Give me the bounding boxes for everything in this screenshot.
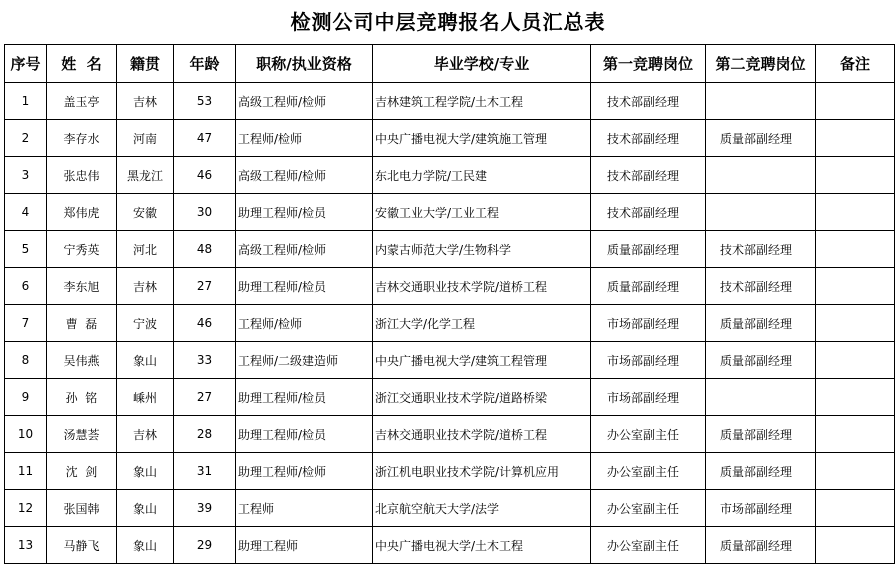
cell-notes [816, 157, 895, 194]
cell-notes [816, 194, 895, 231]
cell-first-choice: 市场部副经理 [591, 342, 706, 379]
cell-age: 46 [174, 157, 236, 194]
cell-second-choice: 质量部副经理 [706, 342, 816, 379]
cell-title: 助理工程师/检员 [236, 194, 373, 231]
cell-title: 工程师 [236, 490, 373, 527]
table-row [5, 194, 895, 231]
cell-notes [816, 268, 895, 305]
cell-origin: 宁波 [117, 305, 174, 342]
cell-origin: 象山 [117, 342, 174, 379]
cell-second-choice: 质量部副经理 [706, 453, 816, 490]
table-row [5, 453, 895, 490]
cell-second-choice: 质量部副经理 [706, 120, 816, 157]
cell-index: 11 [5, 453, 47, 490]
cell-title: 助理工程师/检员 [236, 416, 373, 453]
table-row [5, 268, 895, 305]
table-row [5, 490, 895, 527]
cell-first-choice: 办公室副主任 [591, 416, 706, 453]
cell-index: 3 [5, 157, 47, 194]
cell-notes [816, 305, 895, 342]
cell-school: 安徽工业大学/工业工程 [373, 194, 591, 231]
cell-notes [816, 527, 895, 564]
cell-notes [816, 342, 895, 379]
cell-name: 张忠伟 [47, 157, 117, 194]
cell-name: 宁秀英 [47, 231, 117, 268]
cell-title: 助理工程师/检师 [236, 453, 373, 490]
cell-first-choice: 技术部副经理 [591, 83, 706, 120]
cell-origin: 吉林 [117, 83, 174, 120]
cell-index: 13 [5, 527, 47, 564]
cell-origin: 象山 [117, 490, 174, 527]
cell-school: 内蒙古师范大学/生物科学 [373, 231, 591, 268]
cell-school: 中央广播电视大学/土木工程 [373, 527, 591, 564]
cell-title: 助理工程师/检员 [236, 268, 373, 305]
header-origin: 籍贯 [117, 45, 174, 83]
page-title: 检测公司中层竞聘报名人员汇总表 [290, 10, 606, 34]
cell-first-choice: 办公室副主任 [591, 453, 706, 490]
cell-origin: 象山 [117, 453, 174, 490]
table-row [5, 120, 895, 157]
cell-index: 12 [5, 490, 47, 527]
header-first-choice: 第一竞聘岗位 [591, 45, 706, 83]
table-row [5, 83, 895, 120]
cell-school: 东北电力学院/工民建 [373, 157, 591, 194]
cell-title: 工程师/二级建造师 [236, 342, 373, 379]
header-second-choice: 第二竞聘岗位 [706, 45, 816, 83]
header-name: 姓 名 [47, 45, 117, 83]
cell-age: 30 [174, 194, 236, 231]
cell-notes [816, 453, 895, 490]
cell-origin: 吉林 [117, 416, 174, 453]
cell-second-choice [706, 157, 816, 194]
cell-name: 郑伟虎 [47, 194, 117, 231]
cell-age: 33 [174, 342, 236, 379]
cell-age: 27 [174, 379, 236, 416]
header-age: 年龄 [174, 45, 236, 83]
table-row [5, 231, 895, 268]
cell-origin: 象山 [117, 527, 174, 564]
cell-school: 北京航空航天大学/法学 [373, 490, 591, 527]
cell-name: 孙 铭 [47, 379, 117, 416]
cell-title: 助理工程师/检员 [236, 379, 373, 416]
cell-second-choice: 市场部副经理 [706, 490, 816, 527]
applicant-table [4, 44, 895, 564]
header-title: 职称/执业资格 [236, 45, 373, 83]
cell-notes [816, 83, 895, 120]
cell-second-choice: 技术部副经理 [706, 231, 816, 268]
cell-notes [816, 416, 895, 453]
table-row [5, 157, 895, 194]
cell-school: 浙江大学/化学工程 [373, 305, 591, 342]
cell-name: 李存水 [47, 120, 117, 157]
cell-school: 吉林建筑工程学院/土木工程 [373, 83, 591, 120]
cell-origin: 河北 [117, 231, 174, 268]
cell-age: 46 [174, 305, 236, 342]
cell-index: 1 [5, 83, 47, 120]
cell-second-choice: 质量部副经理 [706, 305, 816, 342]
cell-age: 53 [174, 83, 236, 120]
cell-name: 盖玉亭 [47, 83, 117, 120]
cell-notes [816, 120, 895, 157]
table-row [5, 416, 895, 453]
cell-notes [816, 379, 895, 416]
cell-title: 高级工程师/检师 [236, 157, 373, 194]
cell-index: 8 [5, 342, 47, 379]
cell-first-choice: 技术部副经理 [591, 194, 706, 231]
cell-title: 工程师/检师 [236, 120, 373, 157]
table-row [5, 379, 895, 416]
cell-origin: 嵊州 [117, 379, 174, 416]
cell-age: 39 [174, 490, 236, 527]
cell-school: 中央广播电视大学/建筑工程管理 [373, 342, 591, 379]
cell-name: 沈 剑 [47, 453, 117, 490]
cell-first-choice: 技术部副经理 [591, 157, 706, 194]
cell-index: 4 [5, 194, 47, 231]
cell-age: 28 [174, 416, 236, 453]
header-school: 毕业学校/专业 [373, 45, 591, 83]
header-notes: 备注 [816, 45, 895, 83]
cell-second-choice: 技术部副经理 [706, 268, 816, 305]
cell-age: 29 [174, 527, 236, 564]
cell-title: 工程师/检师 [236, 305, 373, 342]
cell-index: 10 [5, 416, 47, 453]
cell-age: 27 [174, 268, 236, 305]
cell-notes [816, 231, 895, 268]
cell-first-choice: 市场部副经理 [591, 379, 706, 416]
cell-age: 31 [174, 453, 236, 490]
cell-school: 浙江交通职业技术学院/道路桥梁 [373, 379, 591, 416]
cell-first-choice: 质量部副经理 [591, 231, 706, 268]
cell-name: 吴伟燕 [47, 342, 117, 379]
cell-index: 2 [5, 120, 47, 157]
header-row [5, 45, 895, 83]
cell-second-choice [706, 194, 816, 231]
cell-school: 吉林交通职业技术学院/道桥工程 [373, 268, 591, 305]
cell-age: 48 [174, 231, 236, 268]
cell-second-choice [706, 379, 816, 416]
cell-name: 马静飞 [47, 527, 117, 564]
cell-name: 汤慧荟 [47, 416, 117, 453]
cell-origin: 吉林 [117, 268, 174, 305]
cell-name: 李东旭 [47, 268, 117, 305]
cell-name: 张国韩 [47, 490, 117, 527]
cell-origin: 河南 [117, 120, 174, 157]
cell-second-choice [706, 83, 816, 120]
cell-index: 9 [5, 379, 47, 416]
cell-index: 6 [5, 268, 47, 305]
cell-school: 吉林交通职业技术学院/道桥工程 [373, 416, 591, 453]
table-row [5, 527, 895, 564]
cell-origin: 安徽 [117, 194, 174, 231]
cell-index: 7 [5, 305, 47, 342]
cell-index: 5 [5, 231, 47, 268]
cell-origin: 黑龙江 [117, 157, 174, 194]
cell-second-choice: 质量部副经理 [706, 527, 816, 564]
table-row [5, 305, 895, 342]
cell-first-choice: 办公室副主任 [591, 490, 706, 527]
cell-name: 曹 磊 [47, 305, 117, 342]
cell-first-choice: 市场部副经理 [591, 305, 706, 342]
cell-second-choice: 质量部副经理 [706, 416, 816, 453]
cell-title: 高级工程师/检师 [236, 231, 373, 268]
cell-school: 中央广播电视大学/建筑施工管理 [373, 120, 591, 157]
cell-first-choice: 技术部副经理 [591, 120, 706, 157]
header-index: 序号 [5, 45, 47, 83]
cell-title: 助理工程师 [236, 527, 373, 564]
cell-first-choice: 办公室副主任 [591, 527, 706, 564]
cell-title: 高级工程师/检师 [236, 83, 373, 120]
cell-first-choice: 质量部副经理 [591, 268, 706, 305]
table-row [5, 342, 895, 379]
cell-notes [816, 490, 895, 527]
cell-age: 47 [174, 120, 236, 157]
cell-school: 浙江机电职业技术学院/计算机应用 [373, 453, 591, 490]
